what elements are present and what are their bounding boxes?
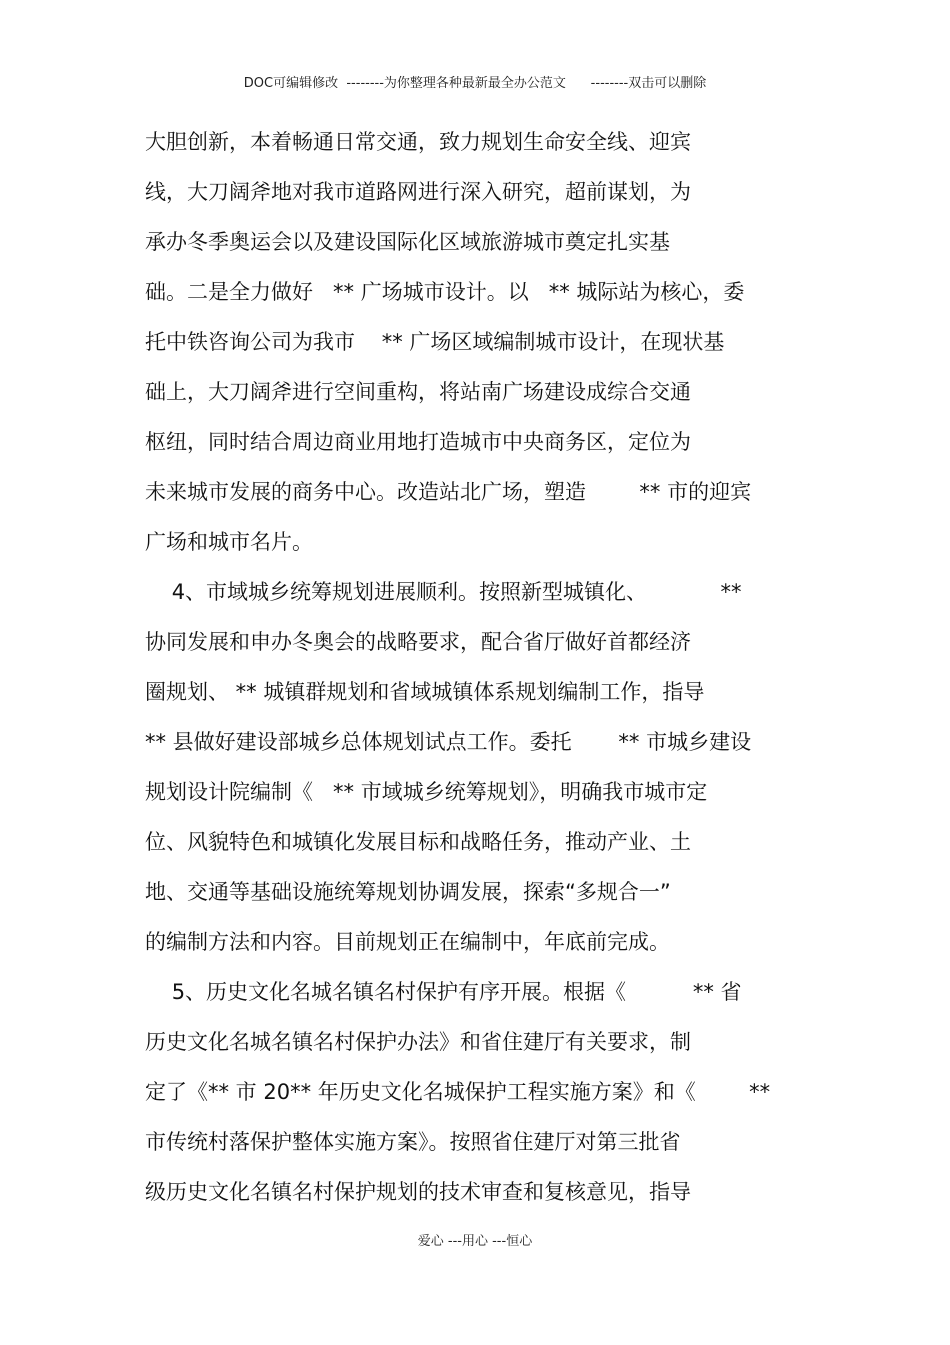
body-line: 的编制方法和内容。目前规划正在编制中，年底前完成。 <box>145 930 670 954</box>
body-line: 级历史文化名镇名村保护规划的技术审查和复核意见，指导 <box>145 1180 691 1204</box>
body-line: 未来城市发展的商务中心。改造站北广场，塑造 ** 市的迎宾 <box>145 480 752 504</box>
body-line: 历史文化名城名镇名村保护办法》和省住建厅有关要求，制 <box>145 1030 691 1054</box>
body-line: 线，大刀阔斧地对我市道路网进行深入研究，超前谋划，为 <box>145 180 691 204</box>
body-line: 托中铁咨询公司为我市 ** 广场区域编制城市设计，在现状基 <box>145 330 725 354</box>
page-header: DOC可编辑修改 --------为你整理各种最新最全办公范文 --------双击可以删除 <box>243 76 707 91</box>
body-line: 承办冬季奥运会以及建设国际化区域旅游城市奠定扎实基 <box>145 230 670 254</box>
body-line: 大胆创新，本着畅通日常交通，致力规划生命安全线、迎宾 <box>145 130 691 154</box>
body-line: ** 县做好建设部城乡总体规划试点工作。委托 ** 市城乡建设 <box>145 730 752 754</box>
body-line: 圈规划、 ** 城镇群规划和省域城镇体系规划编制工作，指导 <box>145 680 705 704</box>
body-line: 位、风貌特色和城镇化发展目标和战略任务，推动产业、土 <box>145 830 691 854</box>
body-line: 地、交通等基础设施统筹规划协调发展，探索“多规合一” <box>145 880 671 904</box>
body-line: 5、历史文化名城名镇名村保护有序开展。根据《 ** 省 <box>145 980 742 1004</box>
body-line: 础上，大刀阔斧进行空间重构，将站南广场建设成综合交通 <box>145 380 691 404</box>
page-footer: 爱心 ---用心 ---恒心 <box>417 1234 533 1249</box>
body-line: 定了《** 市 20** 年历史文化名城保护工程实施方案》和《 ** <box>145 1080 771 1104</box>
body-line: 枢纽，同时结合周边商业用地打造城市中央商务区，定位为 <box>145 430 691 454</box>
body-line: 市传统村落保护整体实施方案》。按照省住建厅对第三批省 <box>145 1130 681 1154</box>
body-line: 础。二是全力做好 ** 广场城市设计。以 ** 城际站为核心，委 <box>145 280 745 304</box>
body-line: 4、市域城乡统筹规划进展顺利。按照新型城镇化、 ** <box>145 580 742 604</box>
body-line: 规划设计院编制《 ** 市域城乡统筹规划》，明确我市城市定 <box>145 780 708 804</box>
body-line: 协同发展和申办冬奥会的战略要求，配合省厅做好首都经济 <box>145 630 691 654</box>
body-line: 广场和城市名片。 <box>145 530 313 554</box>
